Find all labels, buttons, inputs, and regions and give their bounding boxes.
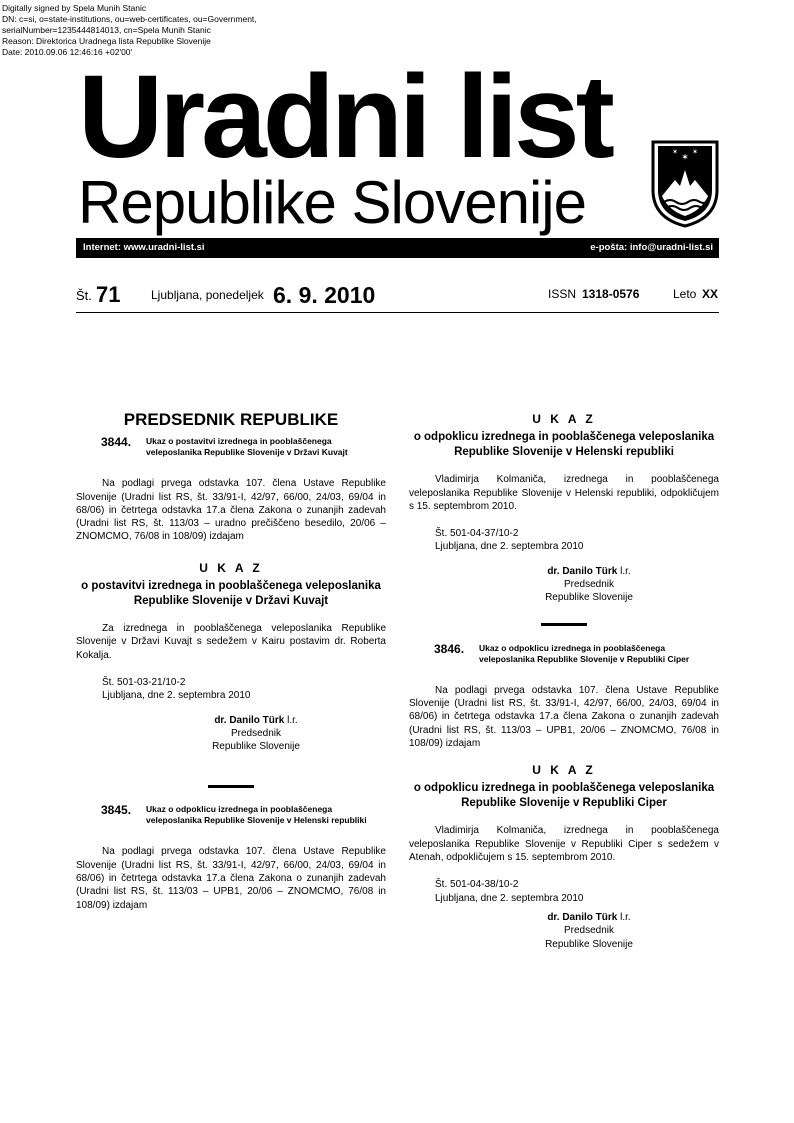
coat-of-arms-icon [650,138,720,228]
issue-number-label: Št. [76,288,92,303]
svg-text:✶: ✶ [681,153,689,163]
decree-title: o odpoklicu izrednega in pooblaščenega veleposlanika Republike Slovenije v Helenski republiki [413,431,715,458]
signature-line: Date: 2010.09.06 12:46:16 +02'00' [2,47,133,57]
website-link[interactable]: Internet: www.uradni-list.si [83,242,205,253]
entry-3844 [76,436,386,458]
decree-date: Ljubljana, dne 2. septembra 2010 [102,690,251,702]
decree-heading: U K A Z [199,560,263,575]
preamble: Na podlagi prvega odstavka 107. člena Ustave Republike Slovenije (Uradni list RS, št. 33/91-I, 42/97, 66/00, 24/03, 69/04 in 68/06) in četrtega odstavka 17.a člena Zakona o zunanjih zadevah (Uradni list RS, št. 113/03 – uradno prečiščeno besedilo, 20/06 – ZNOMCMO, 76/08 in 108/09) izdajam [76,478,386,543]
decree-title: o odpoklicu izrednega in pooblaščenega veleposlanika Republike Slovenije v Republiki Ciper [413,782,715,809]
signer-name: dr. Danilo Türk [547,911,618,923]
entry-number: 3846. [434,641,465,656]
decree-heading: U K A Z [532,412,596,426]
year-value: XX [702,287,719,301]
issn-label: ISSN [548,287,577,301]
signer-role: Predsednik [230,727,282,739]
signer-name: dr. Danilo Türk [547,565,618,577]
digital-signature [2,3,257,58]
issue-date: 6. 9. 2010 [273,282,376,308]
svg-text:✶: ✶ [692,148,698,156]
decree-heading: U K A Z [532,763,596,778]
decree-title: o postavitvi izrednega in pooblaščenega veleposlanika Republike Slovenije v Državi Kuvajt [81,580,381,607]
email-link[interactable]: e-pošta: info@uradni-list.si [590,242,713,253]
masthead-title: Uradni list [78,51,611,183]
preamble: Na podlagi prvega odstavka 107. člena Ustave Republike Slovenije (Uradni list RS, št. 33/91-I, 42/97, 66/00, 24/03, 69/04 in 68/06) in četrtega odstavka 17.a člena Zakona o zunanjih zadevah (Uradni list RS, št. 113/03 – UPB1, 20/06 – ZNOMCMO, 76/08 in 108/09) izdajam [409,684,719,749]
issue-line [76,282,719,310]
signer-role-2: Republike Slovenije [545,592,633,604]
masthead-subtitle: Republike Slovenije [78,169,586,236]
section-heading: PREDSEDNIK REPUBLIKE [123,410,339,429]
issue-place-day: Ljubljana, ponedeljek [151,288,264,302]
decree-body: Vladimirja Kolmaniča, izrednega in pooblaščenega veleposlanika Republike Slovenije v Helenski republiki, odpokličujem s 15. septembrom 2010. [409,474,719,512]
signer-suffix: l.r. [617,911,631,923]
contact-bar [76,238,719,258]
signature-line: Reason: Direktorica Uradnega lista Republike Slovenije [2,36,211,46]
signature-block [409,565,719,605]
entry-separator [208,785,254,788]
signature-line: serialNumber=1235444814013, cn=Spela Munih Stanic [2,25,211,35]
signer-role-2: Republike Slovenije [545,938,633,950]
entry-title: Ukaz o odpoklicu izrednega in pooblaščenega veleposlanika Republike Slovenije v Republiki Ciper [479,642,690,664]
year-label: Leto [673,287,697,301]
preamble: Na podlagi prvega odstavka 107. člena Ustave Republike Slovenije (Uradni list RS, št. 33/91-I, 42/97, 66/00, 24/03, 69/04 in 68/06) in četrtega odstavka 17.a člena Zakona o zunanjih zadevah (Uradni list RS, št. 113/03 – UPB1, 20/06 – ZNOMCMO, 76/08 in 108/09) izdajam [76,846,386,911]
signer-role: Predsednik [563,579,615,591]
issue-number: 71 [96,282,121,307]
decree-date: Ljubljana, dne 2. septembra 2010 [435,892,584,904]
signature-block [409,911,719,951]
reference-number: Št. 501-04-38/10-2 [435,879,519,891]
svg-text:✶: ✶ [672,148,678,156]
signer-suffix: l.r. [617,565,631,577]
signature-block [76,714,386,754]
signer-role-2: Republike Slovenije [212,741,300,753]
entry-separator [541,623,587,626]
left-column [76,410,386,912]
signer-role: Predsednik [563,925,615,937]
decree-date: Ljubljana, dne 2. septembra 2010 [435,541,584,553]
decree-body: Vladimirja Kolmaniča, izrednega in pooblaščenega veleposlanika Republike Slovenije v Republiki Ciper s sedežem v Atenah, odpokličujem s 15. septembrom 2010. [409,825,719,864]
issn-value: 1318-0576 [582,287,640,301]
entry-3845 [76,804,386,826]
header-rule [76,312,719,313]
reference-number: Št. 501-04-37/10-2 [435,528,519,540]
reference-number: Št. 501-03-21/10-2 [102,676,186,688]
entry-title: Ukaz o odpoklicu izrednega in pooblaščenega veleposlanika Republike Slovenije v Helenski republiki [146,804,367,826]
signature-line: Digitally signed by Spela Munih Stanic [2,3,147,13]
entry-title: Ukaz o postavitvi izrednega in pooblaščenega veleposlanika Republike Slovenije v Državi Kuvajt [146,436,348,458]
signer-name: dr. Danilo Türk [214,714,285,726]
signature-line: DN: c=si, o=state-institutions, ou=web-certificates, ou=Government, [2,14,257,24]
entry-3846 [409,643,719,665]
right-column [409,413,719,951]
entry-number: 3845. [101,803,132,818]
entry-number: 3844. [101,435,132,450]
signer-suffix: l.r. [284,714,298,726]
decree-body: Za izrednega in pooblaščenega veleposlanika Republike Slovenije v Državi Kuvajt s sedežem v Kairu postavim dr. Roberta Kokalja. [76,623,386,661]
